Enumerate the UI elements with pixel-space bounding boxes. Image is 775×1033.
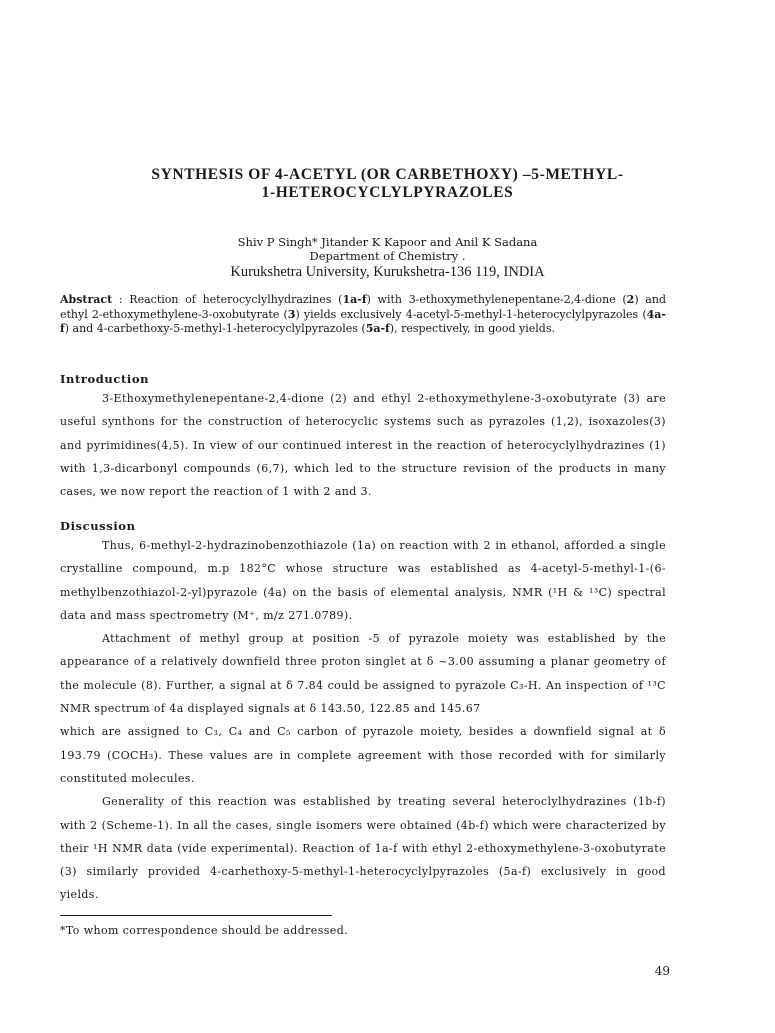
abstract-label: Abstract (60, 293, 113, 306)
compound-ref: 4a-f (60, 307, 666, 335)
compound-ref: 5a-f (365, 322, 390, 335)
abstract-text: ) with 3-ethoxymethylenepentane-2,4-dione ( (366, 293, 627, 306)
title-line-1: SYNTHESIS OF 4-ACETYL (OR CARBETHOXY) –5-METHYL- (151, 166, 624, 183)
compound-ref: 1a-f (342, 293, 367, 306)
title-line-2: 1-HETEROCYCLYLPYRAZOLES (261, 184, 514, 201)
paper-title (60, 166, 715, 202)
compound-ref: 2 (626, 293, 635, 306)
discussion-paragraph-2a: Attachment of methyl group at position -5 of pyrazole moiety was established by the appearance of a relatively downfield three proton singlet at δ ~3.00 assuming a planar geometry of the molecule (8). Further, a signal at δ 7.84 could be assigned to pyrazole C₃-H. An inspection of ¹³C NMR spectrum of 4a displayed signals at δ 143.50, 122.85 and 145.67 (60, 632, 666, 716)
author-block (60, 235, 715, 263)
compound-ref: 3 (287, 307, 296, 321)
discussion-section (60, 534, 666, 907)
footnote: *To whom correspondence should be addressed. (60, 924, 349, 937)
discussion-heading: Discussion (60, 519, 136, 533)
abstract-text: ), respectively, in good yields. (389, 322, 555, 335)
discussion-paragraph-1: Thus, 6-methyl-2-hydrazinobenzothiazole (1a) on reaction with 2 in ethanol, afforded a single crystalline compound, m.p 182°C whose structure was established as 4-acetyl-5-methyl-1-(6-methylbenzothiazol-2-yl)pyrazole (4a) on the basis of elemental analysis, NMR (¹H & ¹³C) spectral data and mass spectrometry (M⁺, m/z 271.0789). (60, 539, 666, 622)
abstract-text: ) and 4-carbethoxy-5-methyl-1-heterocyclylpyrazoles ( (64, 322, 366, 335)
department: Department of Chemistry . (309, 249, 466, 263)
author-names: Shiv P Singh* Jitander K Kapoor and Anil K Sadana (237, 235, 538, 249)
discussion-paragraph-2b: which are assigned to C₃, C₄ and C₅ carbon of pyrazole moiety, besides a downfield signal at δ 193.79 (COCH₃). These values are in complete agreement with those recorded with for similarly constituted molecules. (60, 725, 666, 785)
introduction-paragraph: 3-Ethoxymethylenepentane-2,4-dione (2) and ethyl 2-ethoxymethylene-3-oxobutyrate (3) are useful synthons for the construction of heterocyclic systems such as pyrazoles (1,2), isoxazoles(3) and pyrimidines(4,5). In view of our continued interest in the reaction of heterocyclylhydrazines (1) with 1,3-dicarbonyl compounds (6,7), which led to the structure revision of the products in many cases, we now report the reaction of 1 with 2 and 3. (60, 392, 666, 499)
abstract-text: : Reaction of heterocyclylhydrazines ( (112, 293, 343, 306)
university: Kurukshetra University, Kurukshetra-136 119, INDIA (230, 264, 545, 280)
discussion-paragraph-3: Generality of this reaction was established by treating several heteroclylhydrazines (1b-f) with 2 (Scheme-1). In all the cases, single isomers were obtained (4b-f) which were characterized by their ¹H NMR data (vide experimental). Reaction of 1a-f with ethyl 2-ethoxymethylene-3-oxobutyrate (3) similarly provided 4-carhethoxy-5-methyl-1-heterocyclylpyrazoles (5a-f) exclusively in good yields. (60, 795, 666, 902)
abstract-text: ) yields exclusively 4-acetyl-5-methyl-1-heterocyclylpyrazoles ( (295, 307, 647, 321)
introduction-heading: Introduction (60, 372, 150, 386)
page-number: 49 (654, 964, 670, 978)
abstract-text: ) and ethyl 2-ethoxymethylene-3-oxobutyrate ( (60, 293, 666, 321)
introduction-section (60, 387, 666, 503)
abstract (60, 293, 666, 337)
footnote-rule (60, 915, 332, 916)
